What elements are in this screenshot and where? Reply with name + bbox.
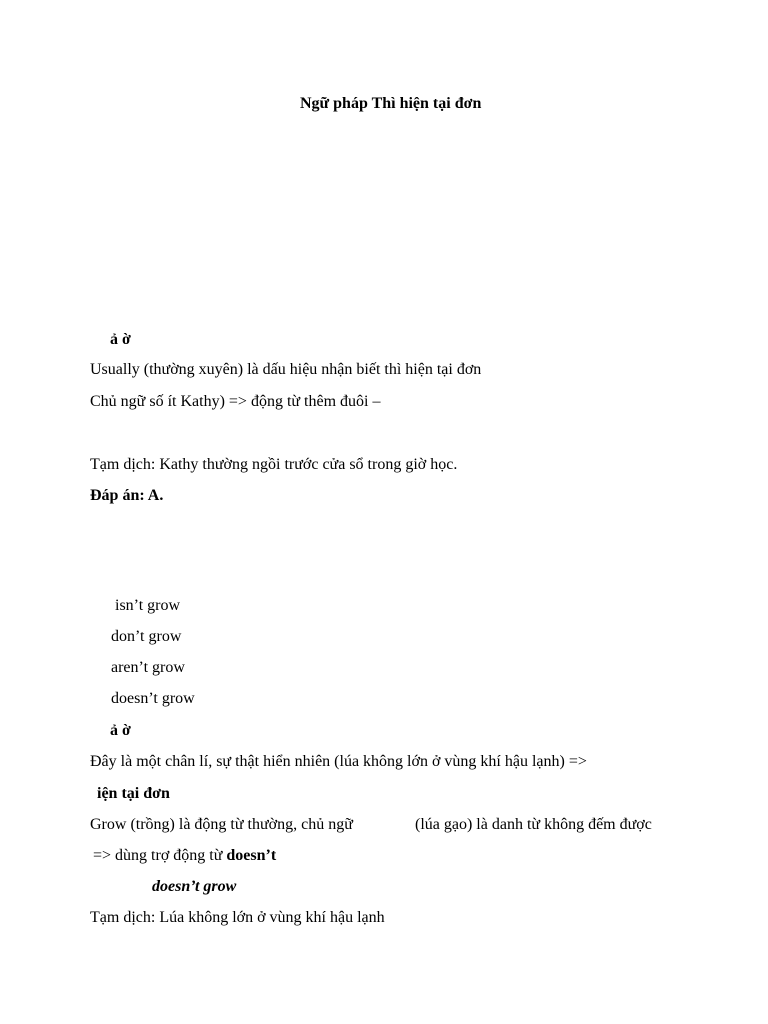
q2-translation: Tạm dịch: Lúa không lớn ở vùng khí hậu lạnh: [90, 909, 385, 926]
q2-explanation-line-3b: (lúa gạo) là danh từ không đếm được: [415, 816, 652, 833]
q1-explanation-heading: ả ờ: [110, 331, 131, 348]
q2-option-d: doesn’t grow: [111, 690, 195, 707]
q2-explanation-line-3a: Grow (trồng) là động từ thường, chủ ngữ: [90, 816, 353, 833]
q1-answer: Đáp án: A.: [90, 487, 164, 504]
q2-explanation-heading: ả ờ: [110, 722, 131, 739]
q2-option-c: aren’t grow: [111, 659, 185, 676]
q2-line-4-bold: doesn’t: [226, 847, 277, 864]
q2-explanation-line-2: iện tại đơn: [97, 785, 170, 802]
q2-option-b: don’t grow: [111, 628, 182, 645]
q2-explanation-line-4: [93, 846, 276, 866]
q2-answer-phrase: doesn’t grow: [152, 878, 237, 895]
q1-explanation-line-1: Usually (thường xuyên) là dấu hiệu nhận biết thì hiện tại đơn: [90, 361, 482, 378]
q1-explanation-line-2: Chủ ngữ số ít Kathy) => động từ thêm đuôi –: [90, 393, 381, 410]
q2-explanation-line-1: Đây là một chân lí, sự thật hiển nhiên (lúa không lớn ở vùng khí hậu lạnh) =>: [90, 753, 587, 770]
q1-translation: Tạm dịch: Kathy thường ngồi trước cửa sổ trong giờ học.: [90, 456, 458, 473]
page-title: Ngữ pháp Thì hiện tại đơn: [300, 95, 482, 112]
q2-option-a: isn’t grow: [115, 597, 181, 614]
q2-line-4-prefix: => dùng trợ động từ: [93, 847, 227, 864]
